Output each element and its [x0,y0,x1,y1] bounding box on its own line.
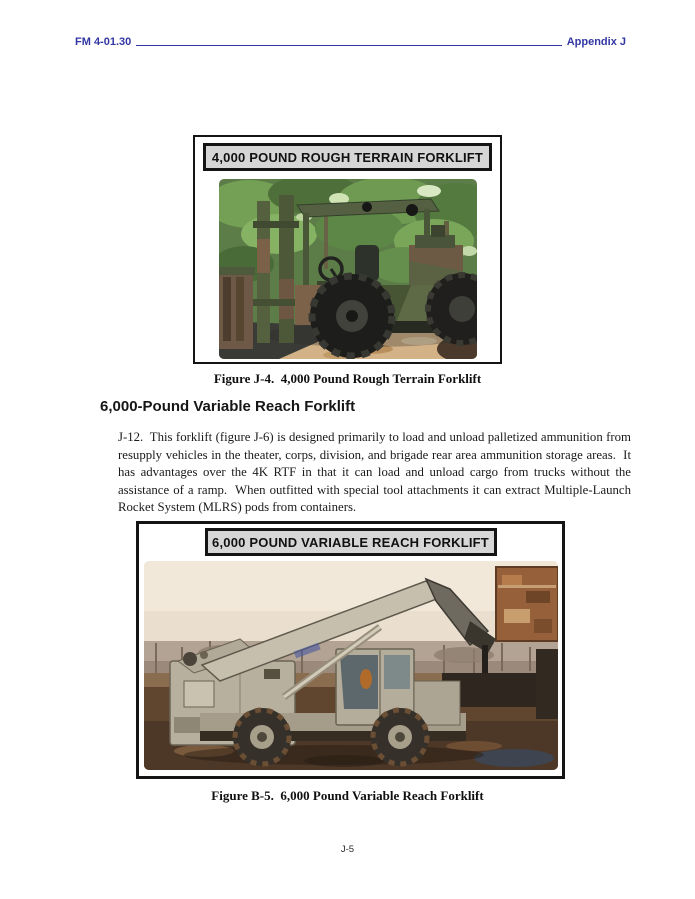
figure-b5-banner: 6,000 POUND VARIABLE REACH FORKLIFT [205,528,497,556]
figure-j4-caption: Figure J-4. 4,000 Pound Rough Terrain Forklift [213,371,482,386]
rear-wheel [233,708,291,766]
header-rule [136,45,561,46]
rusty-container [496,567,558,641]
figure-j4-frame [193,135,502,364]
rough-terrain-forklift-photo [219,179,477,359]
figure-b5-frame [136,521,565,779]
front-wheel [310,274,394,358]
paragraph-j12: J-12. This forklift (figure J-6) is designed primarily to load and unload palletized ammunition from resupply vehicles in the theater, corps, division, and brigade rear area ammunition storage areas. It has advantages over the 4K RTF in that it can load and unload cargo from trucks without the assistance of a ramp. When outfitted with special tool attachments it can extract Multiple-Launch Rocket System (MLRS) pods from containers. [118,430,635,514]
section-heading: 6,000-Pound Variable Reach Forklift [100,398,356,415]
page-header [75,36,626,48]
figure-j4-photo [219,179,477,359]
front-wheel [371,708,429,766]
page-number: J-5 [340,844,355,855]
appendix-label: Appendix J [566,36,626,48]
doc-number: FM 4-01.30 [75,36,132,48]
figure-b5-photo [144,561,558,770]
variable-reach-forklift-photo [144,561,558,770]
figure-b5-caption: Figure B-5. 6,000 Pound Variable Reach Forklift [211,788,484,803]
figure-j4-banner: 4,000 POUND ROUGH TERRAIN FORKLIFT [203,143,492,171]
